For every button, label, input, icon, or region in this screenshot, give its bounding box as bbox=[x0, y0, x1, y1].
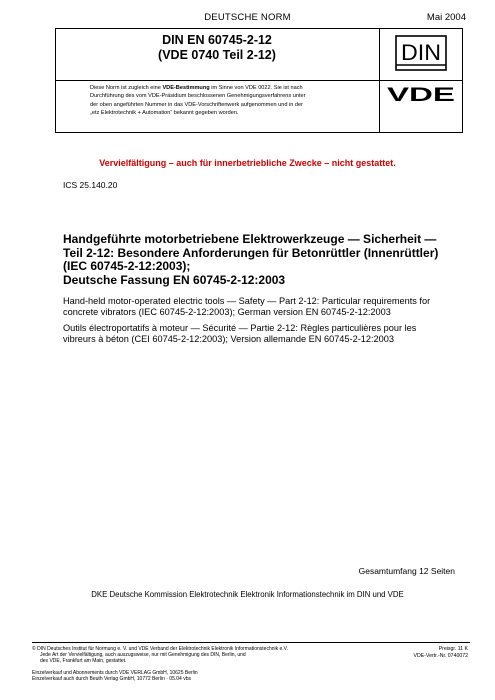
note-line-3: der oben angeführten Nummer in das VDE-Vorschriftenwerk aufgenommen und in der bbox=[90, 101, 303, 108]
vde-logo-text: VDE bbox=[387, 85, 455, 104]
vde-regulation-note bbox=[90, 84, 375, 117]
sales-notice: Einzelverkauf und Abonnements durch VDE VERLAG GmbH, 10625 Berlin Einzelverkauf auch durch Beuth Verlag GmbH, 10772 Berlin · 05.04 vbs bbox=[32, 670, 198, 682]
standard-number-vde: (VDE 0740 Teil 2-12) bbox=[158, 48, 276, 62]
reproduction-warning: Vervielfältigung – auch für innerbetriebliche Zwecke – nicht gestattet. bbox=[99, 158, 396, 168]
title-german: Handgeführte motorbetriebene Elektrowerkzeuge — Sicherheit — Teil 2-12: Besondere Anforderungen für Betonrüttler (Innenrüttler) (IEC 60745-2-12:2003); Deutsche Fassung EN 60745-2-12:2003 bbox=[63, 232, 439, 287]
standard-number bbox=[56, 33, 378, 63]
price-group: Preisgr. 11 K bbox=[438, 646, 468, 652]
copyright-notice: © DIN Deutsches Institut für Normung e. V. und VDE Verband der Elektrotechnik Elektronik Informationstechnik e.V. Jede Art der Vervielfältigung, auch auszugsweise, nur mit Genehmigung des DIN, Berlin, und des VDE, Frankfurt am Main, gestattet. bbox=[32, 646, 288, 664]
document-type-heading: DEUTSCHE NORM bbox=[204, 12, 291, 23]
price-info bbox=[388, 646, 468, 659]
title-french: Outils électroportatifs à moteur — Sécurité — Partie 2-12: Règles particulières pour les vibreurs à béton (CEI 60745-2-12:2003); Version allemande EN 60745-2-12:2003 bbox=[63, 323, 417, 345]
ics-code: ICS 25.140.20 bbox=[63, 180, 118, 190]
vde-logo bbox=[385, 84, 457, 104]
note-line-1: Diese Norm ist zugleich eine VDE-Bestimmung im Sinne von VDE 0022. Sie ist nach bbox=[90, 85, 303, 91]
din-logo-text: DIN bbox=[401, 40, 441, 65]
note-line-2: Durchführung des vom VDE-Präsidium beschlossenen Genehmigungsverfahrens unter bbox=[90, 93, 306, 100]
standard-number-din: DIN EN 60745-2-12 bbox=[162, 33, 272, 47]
total-page-count: Gesamtumfang 12 Seiten bbox=[358, 566, 455, 576]
publication-date: Mai 2004 bbox=[426, 12, 466, 23]
title-english: Hand-held motor-operated electric tools — Safety — Part 2-12: Particular requirements for concrete vibrators (IEC 60745-2-12:2003); German version EN 60745-2-12:2003 bbox=[63, 296, 431, 318]
box-divider-vertical bbox=[379, 28, 380, 133]
din-logo bbox=[395, 35, 447, 71]
vde-order-number: VDE-Vertr.-Nr. 0740072 bbox=[413, 652, 468, 659]
footer-divider bbox=[32, 642, 470, 643]
dke-committee-line: DKE Deutsche Kommission Elektrotechnik Elektronik Informationstechnik im DIN und VDE bbox=[91, 590, 404, 599]
box-divider-horizontal bbox=[55, 80, 463, 81]
note-line-4: „etz Elektrotechnik + Automation“ bekannt gegeben worden. bbox=[90, 109, 239, 116]
